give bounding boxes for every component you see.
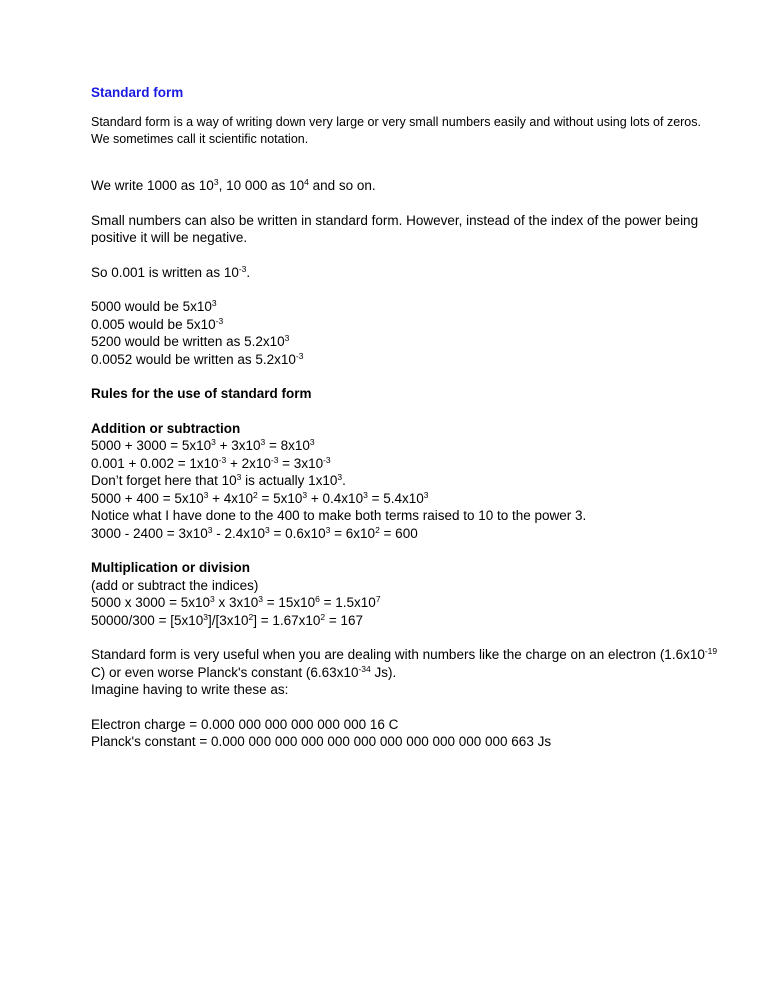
exponent: -3 <box>215 315 224 326</box>
text-run: We write 1000 as 10 <box>91 178 214 193</box>
exponent: 6 <box>315 594 320 604</box>
exponent: 3 <box>213 177 219 187</box>
text-run: = 167 <box>325 612 364 628</box>
text-run: = 6x10 <box>330 525 376 541</box>
exponent: -3 <box>270 454 279 465</box>
text-run: , 10 000 as 10 <box>218 178 305 193</box>
text-line <box>91 351 731 369</box>
planck-constant-line: Planck's constant = 0.000 000 000 000 000 000 000 000 000 000 000 663 Js <box>91 734 552 749</box>
exponent: 3 <box>203 489 209 500</box>
addition-heading: Addition or subtraction <box>91 420 241 436</box>
text-run: (add or subtract the indices) <box>91 577 259 593</box>
text-run: ]/[3x10 <box>207 612 249 628</box>
exponent: 3 <box>211 437 216 447</box>
examples-list <box>91 298 731 368</box>
text-run: 0.0052 would be written as 5.2x10 <box>91 351 296 367</box>
text-run: = 1.5x10 <box>319 595 376 610</box>
text-line <box>91 525 731 543</box>
text-run: x 3x10 <box>214 595 259 610</box>
exponent: 3 <box>211 298 217 308</box>
text-line <box>91 490 731 508</box>
text-run: 5000 + 400 = 5x10 <box>91 490 204 506</box>
text-line <box>91 612 731 630</box>
multiplication-heading: Multiplication or division <box>91 560 251 575</box>
text-run: = 3x10 <box>278 455 324 471</box>
electron-charge-line: Electron charge = 0.000 000 000 000 000 000 16 C <box>91 716 399 732</box>
text-line <box>91 577 731 595</box>
exponent: 3 <box>325 524 331 535</box>
text-run: + 4x10 <box>208 490 254 506</box>
text-line <box>91 437 731 455</box>
small-number-example <box>91 264 731 282</box>
rules-heading: Rules for the use of standard form <box>91 386 312 401</box>
exponent: -3 <box>295 350 304 361</box>
text-run: 0.001 + 0.002 = 1x10 <box>91 455 219 471</box>
exponent: 3 <box>302 489 308 500</box>
text-run: = 15x10 <box>262 595 316 610</box>
exponent: 3 <box>309 437 315 447</box>
document-page <box>91 84 731 751</box>
text-run: + 0.4x10 <box>307 490 364 506</box>
exponent: -19 <box>704 646 718 656</box>
text-run: + 2x10 <box>226 455 271 471</box>
powers-of-ten-line <box>91 177 731 195</box>
text-run: Standard form is very useful when you are dealing with numbers like the charge on an electron (1.6x10 <box>91 647 705 662</box>
exponent: -3 <box>323 454 331 465</box>
exponent: -34 <box>358 663 371 674</box>
text-line <box>91 472 731 490</box>
text-run: 5000 x 3000 = 5x10 <box>91 595 210 610</box>
text-run: ] = 1.67x10 <box>253 612 321 628</box>
text-run: Don’t forget here that 10 <box>91 473 237 488</box>
exponent: 3 <box>203 611 208 622</box>
text-run: = 5x10 <box>257 490 303 506</box>
text-line <box>91 455 731 473</box>
exponent: 3 <box>423 489 429 500</box>
intro-paragraph: Standard form is a way of writing down very large or very small numbers easily and without using lots of zeros. We sometimes call it scientific notation. <box>91 115 701 146</box>
text-run: + 3x10 <box>215 438 261 453</box>
text-run: . <box>246 264 251 280</box>
text-run: is actually 1x10 <box>241 473 338 488</box>
text-line <box>91 298 731 316</box>
exponent: 3 <box>265 524 270 535</box>
exponent: 2 <box>253 489 258 500</box>
text-run: 3000 - 2400 = 3x10 <box>91 525 208 541</box>
exponent: 2 <box>248 611 254 622</box>
page-title: Standard form <box>91 85 184 100</box>
addition-lines <box>91 437 731 542</box>
exponent: 3 <box>209 594 215 604</box>
exponent: 7 <box>375 594 381 604</box>
text-run: . <box>342 473 346 488</box>
text-run: 5000 + 3000 = 5x10 <box>91 438 212 453</box>
useful-paragraph <box>91 646 731 681</box>
exponent: -3 <box>218 454 227 465</box>
exponent: 3 <box>284 333 290 343</box>
text-line <box>91 594 731 612</box>
text-run: = 5.4x10 <box>367 490 424 506</box>
exponent: -3 <box>238 263 247 274</box>
exponent: 2 <box>375 524 380 535</box>
text-run: 0.005 would be 5x10 <box>91 316 216 332</box>
text-run: and so on. <box>308 178 376 193</box>
exponent: 3 <box>258 594 263 604</box>
text-run: = 600 <box>379 525 418 541</box>
exponent: 3 <box>207 524 213 535</box>
exponent: 3 <box>236 472 242 482</box>
text-run: 5000 would be 5x10 <box>91 299 212 314</box>
negative-index-paragraph: Small numbers can also be written in standard form. However, instead of the index of the power being positive it will be negative. <box>91 212 699 245</box>
text-line <box>91 333 731 351</box>
exponent: 3 <box>260 437 266 447</box>
text-run: So 0.001 is written as 10 <box>91 264 239 280</box>
exponent: 4 <box>304 177 309 187</box>
imagine-line: Imagine having to write these as: <box>91 682 289 697</box>
text-run: - 2.4x10 <box>212 525 265 541</box>
text-line <box>91 316 731 334</box>
text-run: = 8x10 <box>265 438 310 453</box>
multiplication-lines <box>91 577 731 630</box>
text-line <box>91 507 731 525</box>
text-run: 50000/300 = [5x10 <box>91 612 204 628</box>
text-run: C) or even worse Planck's constant (6.63x10 <box>91 664 359 680</box>
exponent: 2 <box>320 611 326 622</box>
exponent: 3 <box>337 472 343 482</box>
text-run: Notice what I have done to the 400 to make both terms raised to 10 to the power 3. <box>91 508 587 523</box>
text-run: Js). <box>370 664 397 680</box>
exponent: 3 <box>363 489 368 500</box>
text-run: = 0.6x10 <box>269 525 326 541</box>
text-run: 5200 would be written as 5.2x10 <box>91 334 285 349</box>
